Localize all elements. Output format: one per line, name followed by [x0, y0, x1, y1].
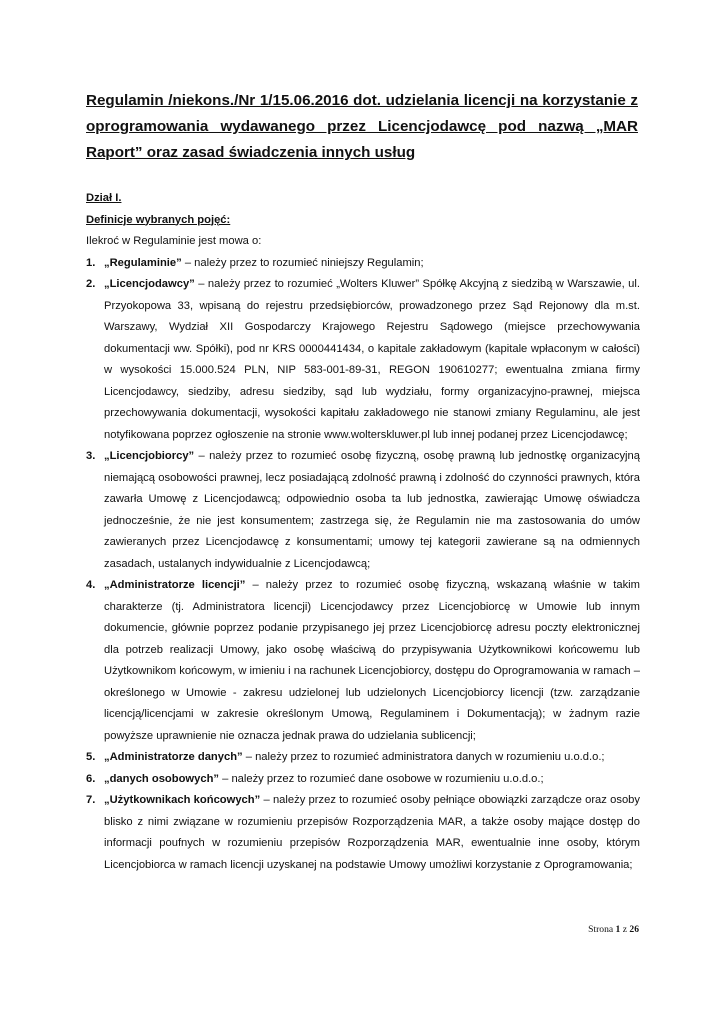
definition-item: [86, 769, 640, 791]
definition-text: – należy przez to rozumieć „Wolters Kluwer” Spółkę Akcyjną z siedzibą w Warszawie, ul. Przyokopowa 33, wpisaną do rejestru przedsiębiorców, prowadzonego przez Sąd Rejonowy dla m.st. Warszawy, Wydział XII Gospodarczy Krajowego Rejestru Sądowego (miejsce przechowywania dokumentacji ww. Spółki), pod nr KRS 0000441434, o kapitale zakładowym (kapitale wpłaconym w całości) w wysokości 15.000.524 PLN, NIP 583-001-89-31, REGON 190610277; ewentualna zmiana firmy Licencjodawcy, siedziby, adresu siedziby, sąd lub wydziału, formy organizacyjno-prawnej, miejsca przechowywania dokumentacji, wysokości kapitału zakładowego nie stanowi zmiany Regulaminu, ale jest notyfikowana poprzez ogłoszenie na stronie www.wolterskluwer.pl lub innej podanej przez Licencjodawcę;: [104, 278, 640, 441]
document-title: Regulamin /niekons./Nr 1/15.06.2016 dot. udzielania licencji na korzystanie z oprogramowania wydawanego przez Licencjodawcę pod nazwą „MAR Raport” oraz zasad świadczenia innych usług: [86, 92, 638, 161]
definition-item: [86, 253, 640, 275]
definition-number: 2.: [86, 278, 96, 290]
footer-prefix: Strona: [588, 924, 616, 935]
definition-text: – należy przez to rozumieć dane osobowe w rozumieniu u.o.d.o.;: [219, 772, 544, 785]
definition-item: [86, 446, 640, 575]
definition-text: – należy przez to rozumieć administratora danych w rozumieniu u.o.d.o.;: [242, 751, 605, 763]
footer-page-total: 26: [629, 924, 639, 935]
intro-paragraph: Ilekroć w Regulaminie jest mowa o:: [86, 235, 262, 247]
definition-number: 7.: [86, 794, 96, 806]
definition-term: „Regulaminie”: [104, 256, 182, 269]
definition-text: – należy przez to rozumieć osobę fizyczną, wskazaną właśnie w takim charakterze (tj. Administratora licencji) Licencjodawcy przez Licencjobiorcę w Umowie lub innym dokumencie, głównie poprzez podanie przypisanego jej przez Licencjobiorcę adresu poczty elektronicznej dla potrzeb realizacji Umowy, jako osobę właściwą do przypisywania Użytkownikowi końcowemu lub Użytkownikom końcowym, w imieniu i na rachunek Licencjobiorcy, dostępu do Oprogramowania w ramach – określonego w Umowie - zakresu udzielonej lub udzielonych Licencjobiorcy licencji (tzw. zarządzanie licencją/licencjami w zakresie określonym Umową, Regulaminem i Dokumentacją); w żadnym razie powyższe uprawnienie nie oznacza jednak prawa do udzielania sublicencji;: [104, 579, 640, 742]
definition-number: 5.: [86, 751, 96, 763]
definition-term: „danych osobowych”: [104, 772, 219, 785]
footer-separator: z: [620, 924, 630, 935]
definition-item: [86, 575, 640, 747]
definition-item: [86, 747, 640, 769]
definition-term: „Administratorze danych”: [104, 751, 243, 763]
definition-term: „Licencjodawcy”: [104, 278, 195, 290]
definition-number: 6.: [86, 772, 96, 785]
definition-text: – należy przez to rozumieć niniejszy Regulamin;: [181, 256, 424, 269]
definition-item: [86, 274, 640, 446]
definition-text: – należy przez to rozumieć osobę fizyczną, osobę prawną lub jednostkę organizacyjną niemającą osobowości prawnej, lecz posiadającą zdolność prawną i zdolność do czynności prawnych, która zawarła Umowę z Licencjodawcą; odpowiednio osoba ta lub jednostka, zawierając Umowę oświadcza jednocześnie, że nie jest konsumentem; zastrzega się, że Regulamin nie ma zastosowania do umów zawieranych przez Licencjodawcę z konsumentami; umowy tej kategorii zawierane są na odmiennych zasadach, ustalanych indywidualnie z Licencjodawcą;: [104, 450, 640, 570]
definitions-list: [86, 253, 640, 877]
definition-item: [86, 790, 640, 876]
document-body: [86, 188, 640, 876]
footer-page-number: 1: [615, 924, 621, 935]
subsection-heading: Definicje wybranych pojęć:: [86, 213, 231, 226]
definition-term: „Użytkownikach końcowych”: [104, 794, 261, 806]
definition-number: 4.: [86, 579, 96, 591]
section-heading: Dział I.: [86, 192, 122, 204]
definition-text: – należy przez to rozumieć osoby pełniące obowiązki zarządcze oraz osoby blisko z nimi związane w rozumieniu przepisów Rozporządzenia MAR, a także osoby mające dostęp do informacji poufnych w rozumieniu przepisów Rozporządzenia MAR, ewentualnie inne osoby, którym Licencjobiorca w ramach licencji uzyskanej na podstawie Umowy umożliwi korzystanie z Oprogramowania;: [104, 794, 640, 871]
definition-term: „Licencjobiorcy”: [104, 450, 195, 462]
page-footer: [588, 924, 639, 935]
definition-number: 3.: [86, 450, 96, 462]
definition-term: „Administratorze licencji”: [104, 579, 246, 591]
definition-number: 1.: [86, 256, 96, 269]
